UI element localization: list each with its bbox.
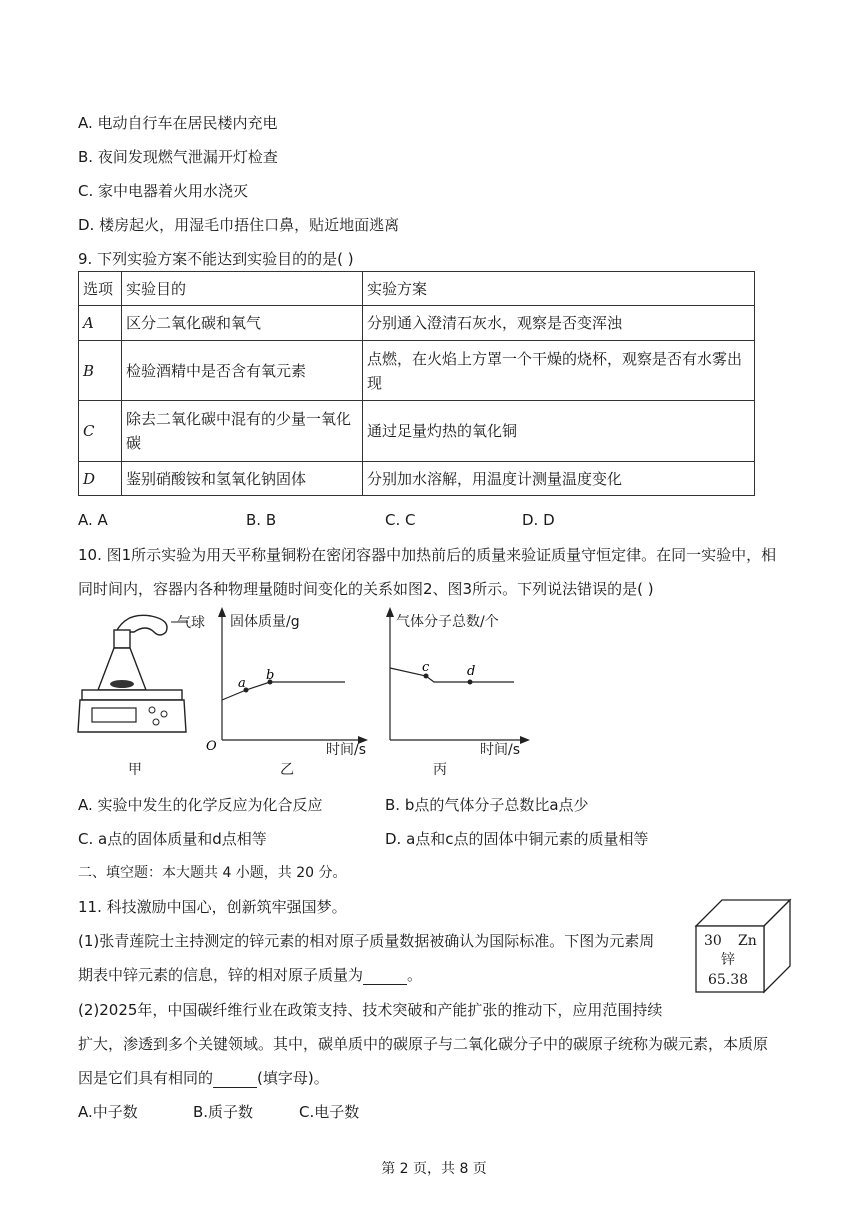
answer-blank[interactable] bbox=[363, 970, 407, 985]
q9-choice-b: B. B bbox=[246, 511, 277, 529]
section-heading: 二、填空题：本大题共 4 小题，共 20 分。 bbox=[78, 865, 347, 881]
q11-part1-line1: (1)张青莲院士主持测定的锌元素的相对原子质量数据被确认为国际标准。下图为元素周 bbox=[78, 932, 655, 950]
graph-gas-line bbox=[390, 668, 514, 682]
q8-option-b: B. 夜间发现燃气泄漏开灯检查 bbox=[78, 148, 278, 166]
table-row bbox=[79, 341, 755, 401]
figure-label-yi: 乙 bbox=[280, 762, 294, 778]
point-d-label: d bbox=[467, 664, 476, 679]
q10-option-d: D. a点和c点的固体中铜元素的质量相等 bbox=[385, 830, 649, 848]
row-option: D bbox=[79, 462, 122, 496]
q11-choice-c: C.电子数 bbox=[299, 1103, 360, 1121]
page-footer: 第 2 页，共 8 页 bbox=[381, 1161, 487, 1177]
figure-label-jia: 甲 bbox=[128, 762, 142, 778]
q9-choice-d: D. D bbox=[522, 511, 555, 529]
row-goal-line: 除去二氧化碳中混有的少量一氧化 bbox=[126, 410, 352, 428]
q11-part2-text: 因是它们具有相同的 bbox=[78, 1069, 214, 1087]
q11-part2-line2: 扩大，渗透到多个关键领域。其中，碳单质中的碳原子与二氧化碳分子中的碳原子统称为碳元素，本质原 bbox=[78, 1035, 769, 1053]
point-d bbox=[468, 680, 473, 685]
q11-part2-end: (填字母)。 bbox=[257, 1069, 329, 1087]
balloon-label: 气球 bbox=[177, 615, 205, 631]
element-number: 30 bbox=[704, 933, 722, 949]
q11-part2-line1: (2)2025年，中国碳纤维行业在政策支持、技术突破和产能扩张的推动下，应用范围持续 bbox=[78, 1001, 663, 1019]
element-mass: 65.38 bbox=[708, 972, 749, 988]
element-name: 锌 bbox=[721, 952, 735, 968]
row-plan: 分别加水溶解，用温度计测量温度变化 bbox=[363, 462, 755, 496]
row-plan bbox=[363, 341, 755, 401]
q11-part1-text: 期表中锌元素的信息，锌的相对原子质量为 bbox=[78, 966, 364, 984]
figure-label-bing: 丙 bbox=[433, 762, 447, 778]
q9-stem: 9. 下列实验方案不能达到实验目的的是( ) bbox=[78, 250, 354, 268]
q11-part2-line3 bbox=[78, 1068, 329, 1088]
point-a-label: a bbox=[238, 676, 246, 691]
graph3-ylabel: 气体分子总数/个 bbox=[396, 614, 499, 630]
row-goal: 鉴别硝酸铵和氢氧化钠固体 bbox=[122, 462, 363, 496]
row-plan-line: 现 bbox=[367, 373, 383, 392]
row-goal-line: 碳 bbox=[126, 434, 142, 452]
row-goal: 区分二氧化碳和氧气 bbox=[122, 306, 363, 341]
q11-choice-b: B.质子数 bbox=[193, 1103, 254, 1121]
q10-option-a: A. 实验中发生的化学反应为化合反应 bbox=[78, 796, 323, 814]
row-goal bbox=[122, 401, 363, 462]
q11-title: 11. 科技激励中国心，创新筑牢强国梦。 bbox=[78, 898, 347, 916]
point-b-label: b bbox=[266, 668, 275, 683]
row-option: B bbox=[79, 341, 122, 401]
table-header-row bbox=[79, 272, 755, 306]
q8-option-a: A. 电动自行车在居民楼内充电 bbox=[78, 114, 278, 132]
header-goal: 实验目的 bbox=[122, 272, 363, 306]
q8-option-c: C. 家中电器着火用水浇灭 bbox=[78, 182, 249, 200]
header-plan: 实验方案 bbox=[363, 272, 755, 306]
graph2-ylabel: 固体质量/g bbox=[230, 614, 300, 630]
row-plan: 分别通入澄清石灰水，观察是否变浑浊 bbox=[363, 306, 755, 341]
graph2-xlabel: 时间/s bbox=[326, 742, 367, 758]
q8-option-d: D. 楼房起火，用湿毛巾捂住口鼻，贴近地面逃离 bbox=[78, 216, 400, 234]
q10-stem-line2: 同时间内，容器内各种物理量随时间变化的关系如图2、图3所示。下列说法错误的是( ) bbox=[78, 580, 654, 598]
q10-stem-line1: 10. 图1所示实验为用天平称量铜粉在密闭容器中加热前后的质量来验证质量守恒定律。在同一实验中，相 bbox=[78, 546, 777, 564]
q11-choice-a: A.中子数 bbox=[78, 1103, 138, 1121]
element-symbol: Zn bbox=[738, 933, 757, 949]
row-goal: 检验酒精中是否含有氧元素 bbox=[122, 341, 363, 401]
q11-part1-end: 。 bbox=[407, 966, 423, 984]
row-option: C bbox=[79, 401, 122, 462]
graph3-xlabel: 时间/s bbox=[480, 742, 521, 758]
table-row bbox=[79, 306, 755, 341]
q9-choice-c: C. C bbox=[385, 511, 416, 529]
row-option: A bbox=[79, 306, 122, 341]
q10-option-b: B. b点的气体分子总数比a点少 bbox=[385, 796, 589, 814]
origin-label: O bbox=[206, 739, 217, 754]
q9-choice-a: A. A bbox=[78, 511, 108, 529]
row-plan: 通过足量灼热的氧化铜 bbox=[363, 401, 755, 462]
table-row bbox=[79, 401, 755, 462]
q10-option-c: C. a点的固体质量和d点相等 bbox=[78, 830, 267, 848]
q9-table bbox=[78, 271, 755, 496]
table-row bbox=[79, 462, 755, 496]
q11-part1-line2 bbox=[78, 965, 422, 985]
row-plan-line: 点燃，在火焰上方罩一个干燥的烧杯，观察是否有水雾出 bbox=[367, 349, 743, 368]
answer-blank[interactable] bbox=[213, 1073, 257, 1088]
header-option: 选项 bbox=[79, 272, 122, 306]
point-c-label: c bbox=[422, 660, 430, 675]
